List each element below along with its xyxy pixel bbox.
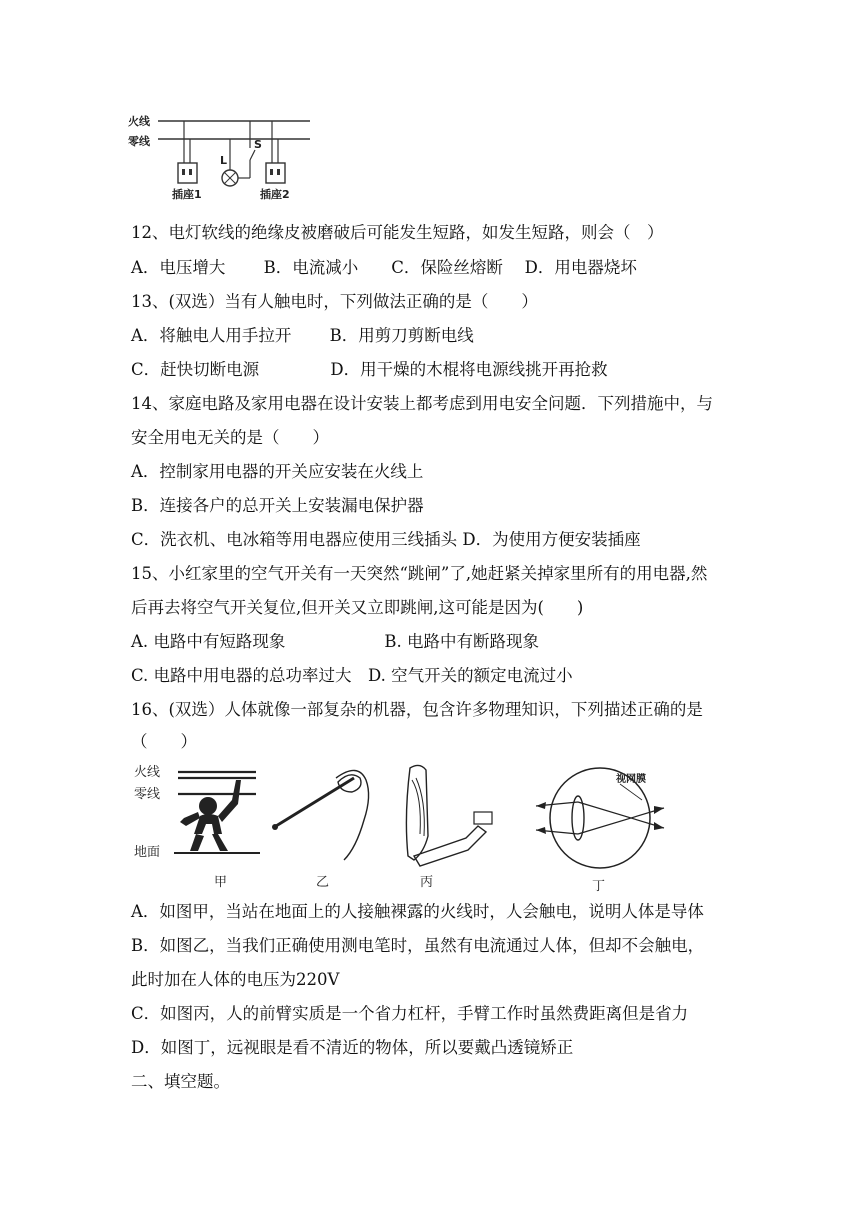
q14-option-b: B．连接各户的总开关上安装漏电保护器 — [131, 496, 424, 515]
q16-stem-line1: 16、(双选）人体就像一部复杂的机器，包含许多物理知识，下列描述正确的是 — [131, 700, 703, 719]
socket2-label: 插座2 — [260, 188, 290, 201]
neutral-wire-label: 零线 — [128, 135, 150, 148]
hand-icon — [336, 770, 369, 860]
q13-options-cd: C．赶快切断电源 D．用干燥的木棍将电源线挑开再抢救 — [131, 360, 608, 379]
section-fill-in-heading: 二、填空题。 — [131, 1072, 230, 1091]
q16-option-b-line1: B．如图乙，当我们正确使用测电笔时，虽然有电流通过人体，但却不会触电， — [131, 936, 705, 955]
human-body-physics-figure — [128, 756, 688, 896]
switch-label: S — [254, 138, 262, 151]
q14-option-a: A．控制家用电器的开关应安装在火线上 — [131, 462, 424, 481]
person-icon — [199, 797, 217, 815]
q16-option-b-line2: 此时加在人体的电压为220V — [131, 970, 340, 989]
label-jia: 甲 — [214, 875, 228, 890]
label-ding: 丁 — [592, 879, 606, 894]
fig2-live-wire-label: 火线 — [134, 765, 161, 780]
q12-options: A．电压增大 B．电流减小 C．保险丝熔断 D．用电器烧坏 — [131, 258, 637, 277]
socket1-icon — [178, 163, 197, 183]
test-pen-icon — [276, 778, 354, 826]
q16-stem-line2: （ ） — [131, 732, 197, 751]
cup-icon — [474, 812, 492, 824]
figure-ding-farsighted-eye — [536, 768, 664, 894]
q12-stem: 12、电灯软线的绝缘皮被磨破后可能发生短路，如发生短路，则会（ ） — [131, 223, 664, 242]
figure-jia-electric-shock — [134, 764, 260, 890]
q16-option-d: D．如图丁，远视眼是看不清近的物体，所以要戴凸透镜矫正 — [131, 1038, 574, 1057]
socket1-label: 插座1 — [172, 188, 202, 201]
household-circuit-figure — [126, 108, 316, 203]
q14-stem-line2: 安全用电无关的是（ ） — [131, 428, 329, 447]
live-wire-label: 火线 — [128, 115, 150, 128]
lamp-label: L — [220, 154, 228, 167]
label-yi: 乙 — [316, 875, 330, 890]
q15-options-cd: C. 电路中用电器的总功率过大 D. 空气开关的额定电流过小 — [131, 666, 573, 685]
q16-option-c: C．如图丙，人的前臂实质是一个省力杠杆，手臂工作时虽然费距离但是省力 — [131, 1004, 689, 1023]
q14-options-cd: C．洗衣机、电冰箱等用电器应使用三线插头 D．为使用方便安装插座 — [131, 530, 641, 549]
q16-option-a: A．如图甲，当站在地面上的人接触裸露的火线时，人会触电，说明人体是导体 — [131, 902, 704, 921]
q15-options-ab: A. 电路中有短路现象 B. 电路中有断路现象 — [131, 632, 540, 651]
fig2-neutral-wire-label: 零线 — [134, 787, 161, 802]
q15-stem-line2: 后再去将空气开关复位,但开关又立即跳闸,这可能是因为( ) — [131, 598, 584, 617]
q13-options-ab: A．将触电人用手拉开 B．用剪刀剪断电线 — [131, 326, 474, 345]
socket2-icon — [266, 163, 285, 183]
q14-stem-line1: 14、家庭电路及家用电器在设计安装上都考虑到用电安全问题．下列措施中，与 — [131, 394, 713, 413]
fig2-ground-label: 地面 — [134, 845, 161, 860]
figure-bing-forearm-lever — [406, 765, 492, 890]
figure-yi-test-pen — [272, 770, 369, 890]
q15-stem-line1: 15、小红家里的空气开关有一天突然“跳闸”了,她赶紧关掉家里所有的用电器,然 — [131, 564, 708, 583]
q13-stem: 13、(双选）当有人触电时，下列做法正确的是（ ） — [131, 292, 538, 311]
retina-label: 视网膜 — [616, 774, 646, 785]
switch-icon — [250, 150, 255, 160]
label-bing: 丙 — [420, 875, 434, 890]
